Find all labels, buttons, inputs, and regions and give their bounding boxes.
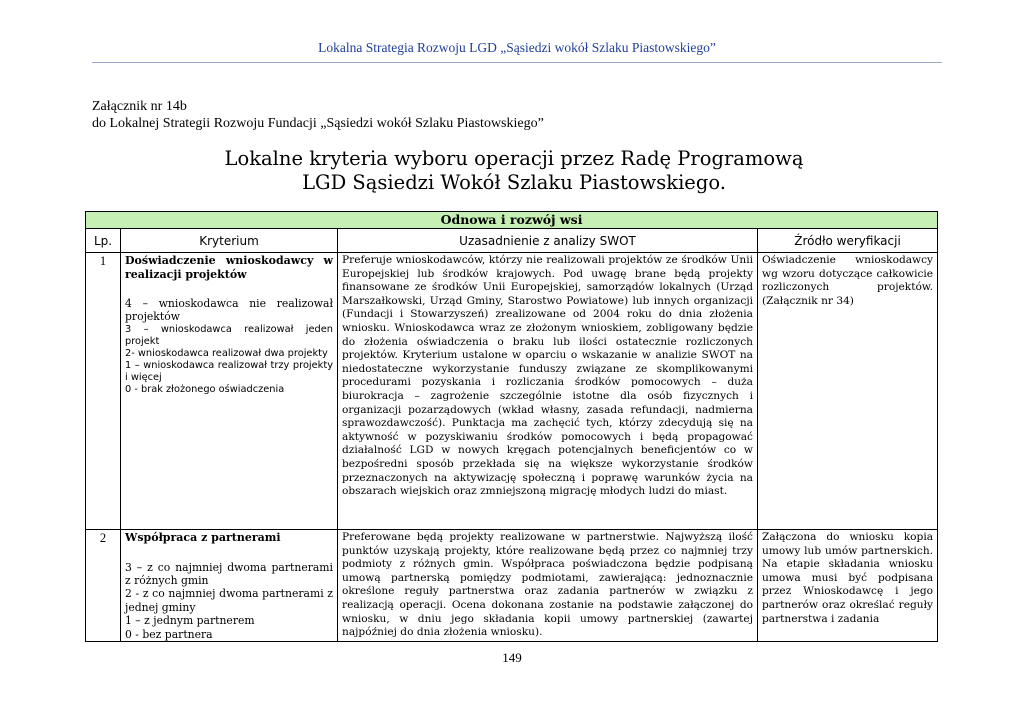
criterion-cell bbox=[121, 530, 338, 642]
justification-text: Preferuje wnioskodawców, którzy nie realizowali projektów ze środków Unii Europejskiej lub środków krajowych. Pod uwagę brane będą projekty finansowane ze środków Unii Europejskiej, samorządów lokalnych (Urząd Marszałkowski, Urząd Gminy, Starostwo Powiatowe) lub innych organizacji (Fundacji i Stowarzyszeń) zrealizowane od 2004 roku do dnia złożenia wniosku. Wnioskodawca wraz ze złożonym wnioskiem, zobligowany będzie do złożenia oświadczenia o braku lub ilości ostatecznie rozliczonych projektów. Kryterium ustalone w oparciu o wskazanie w analizie SWOT na niedostateczne wykorzystanie funduszy związane ze skomplikowanymi procedurami pozyskania i rozliczania środków pomocowych – duża biurokracja – zagrożenie szczególnie istotne dla osób fizycznych i organizacji pozarządowych (wkład własny, zasada refundacji, nadmierna sprawozdawczość). Punktacja ma zachęcić tych, którzy zdecydują się na aktywność w pozyskiwaniu środków pomocowych i będą propagować działalność LGD w nowych kręgach potencjalnych beneficjentów co w bezpośredni sposób przekłada się na większe wykorzystanie środków przeznaczonych na aktywizację społeczną i poprawę warunków życia na obszarach wiejskich oraz zmniejszoną migrację młodych ludzi do miast. bbox=[342, 254, 753, 498]
column-header-source: Źródło weryfikacji bbox=[758, 229, 938, 253]
criteria-table bbox=[85, 211, 938, 642]
justification-cell bbox=[338, 530, 758, 642]
criterion-item: 0 - bez partnera bbox=[125, 627, 213, 641]
criterion-title: Doświadczenie wnioskodawcy w realizacji projektów bbox=[125, 254, 333, 281]
criterion-item: 2 - z co najmniej dwoma partnerami z jednej gminy bbox=[125, 587, 333, 614]
section-row bbox=[86, 212, 938, 229]
source-cell bbox=[758, 530, 938, 642]
criterion-cell bbox=[121, 253, 338, 530]
section-heading: Odnowa i rozwój wsi bbox=[86, 212, 938, 229]
column-header-criterion: Kryterium bbox=[121, 229, 338, 253]
criterion-item: 3 – z co najmniej dwoma partnerami z różnych gmin bbox=[125, 560, 333, 587]
criterion-item: 4 – wnioskodawca nie realizował projektów bbox=[125, 297, 333, 324]
criterion-item: 2- wnioskodawca realizował dwa projekty bbox=[125, 347, 328, 359]
source-cell bbox=[758, 253, 938, 530]
column-header-lp: Lp. bbox=[86, 229, 121, 253]
running-header: Lokalna Strategia Rozwoju LGD „Sąsiedzi wokół Szlaku Piastowskiego” bbox=[318, 40, 716, 55]
source-text: Załączona do wniosku kopia umowy lub umów partnerskich. Na etapie składania wniosku umowa musi być podpisana przez Wnioskodawcę i jego partnerów oraz określać reguły partnerstwa i zadania bbox=[762, 531, 934, 625]
annex-number: Załącznik nr 14b bbox=[92, 99, 187, 114]
source-text: Oświadczenie wnioskodawcy wg wzoru dotyczące całkowicie rozliczonych projektów. (Załącznik nr 34) bbox=[762, 254, 934, 307]
criterion-item: 1 – wnioskodawca realizował trzy projekty i więcej bbox=[125, 359, 333, 383]
page-number: 149 bbox=[502, 650, 522, 665]
row-number: 1 bbox=[86, 253, 121, 530]
criterion-item: 1 – z jednym partnerem bbox=[125, 614, 255, 628]
row-number: 2 bbox=[86, 530, 121, 642]
criterion-item: 0 - brak złożonego oświadczenia bbox=[125, 383, 285, 395]
document-title bbox=[92, 147, 936, 195]
annex-reference bbox=[92, 98, 792, 132]
criterion-title: Współpraca z partnerami bbox=[125, 531, 281, 544]
title-line-2: LGD Sąsiedzi Wokół Szlaku Piastowskiego. bbox=[302, 171, 726, 194]
header-divider bbox=[92, 62, 942, 63]
justification-text: Preferowane będą projekty realizowane w partnerstwie. Najwyższą ilość punktów uzyskają projekty, które realizowane będą przez co najmniej trzy podmioty z różnych gmin. Współpraca poświadczona będzie podpisaną umową partnerską pomiędzy podmiotami, zawierającą: jednoznacznie określone reguły partnerstwa oraz zadania partnerów w związku z realizacją operacji. Ocena dokonana zostanie na podstawie załączonej do wniosku, w dniu jego składania kopii umowy partnerskiej (zawartej najpóźniej do dnia złożenia wniosku). bbox=[342, 531, 753, 639]
column-header-justification: Uzasadnienie z analizy SWOT bbox=[338, 229, 758, 253]
header-row bbox=[86, 229, 938, 253]
criterion-item: 3 – wnioskodawca realizował jeden projekt bbox=[125, 323, 333, 347]
table-row bbox=[86, 253, 938, 530]
table-row bbox=[86, 530, 938, 642]
annex-description: do Lokalnej Strategii Rozwoju Fundacji „Sąsiedzi wokół Szlaku Piastowskiego” bbox=[92, 116, 544, 131]
justification-cell bbox=[338, 253, 758, 530]
title-line-1: Lokalne kryteria wyboru operacji przez Radę Programową bbox=[224, 147, 804, 170]
